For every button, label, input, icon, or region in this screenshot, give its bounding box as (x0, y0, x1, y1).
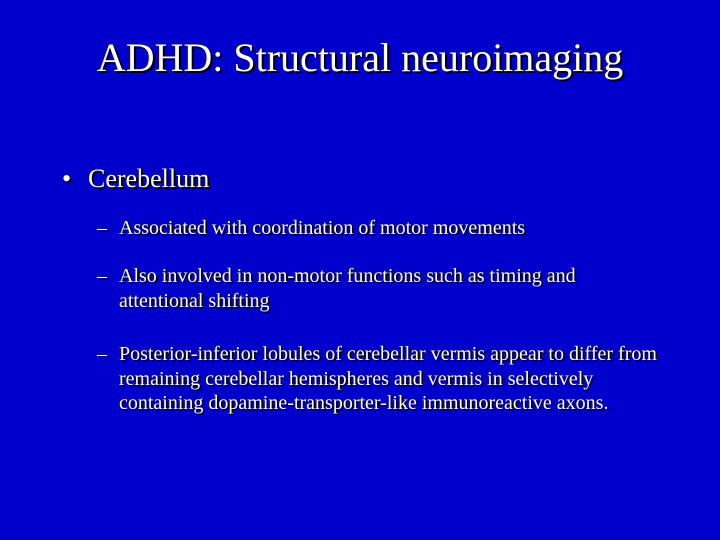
sub-bullet-text: Also involved in non-motor functions such as timing and attentional shifting (119, 265, 576, 312)
sub-bullet-marker: – (97, 265, 107, 287)
bullet-text: Cerebellum (88, 164, 210, 193)
sub-bullet-marker: – (97, 343, 107, 365)
bullet-marker: • (62, 164, 72, 193)
slide-title: ADHD: Structural neuroimaging (96, 35, 624, 80)
sub-bullet-non-motor (97, 264, 657, 313)
sub-bullet-coordination (97, 216, 657, 241)
sub-bullet-vermis (97, 342, 657, 416)
sub-bullet-marker: – (97, 217, 107, 239)
sub-bullet-text: Posterior-inferior lobules of cerebellar vermis appear to differ from remaining cerebellar hemispheres and vermis in selectively containing dopamine-transporter-like immunoreactive axons. (119, 343, 657, 414)
sub-bullet-text: Associated with coordination of motor movements (119, 217, 526, 239)
bullet-cerebellum (62, 163, 209, 195)
